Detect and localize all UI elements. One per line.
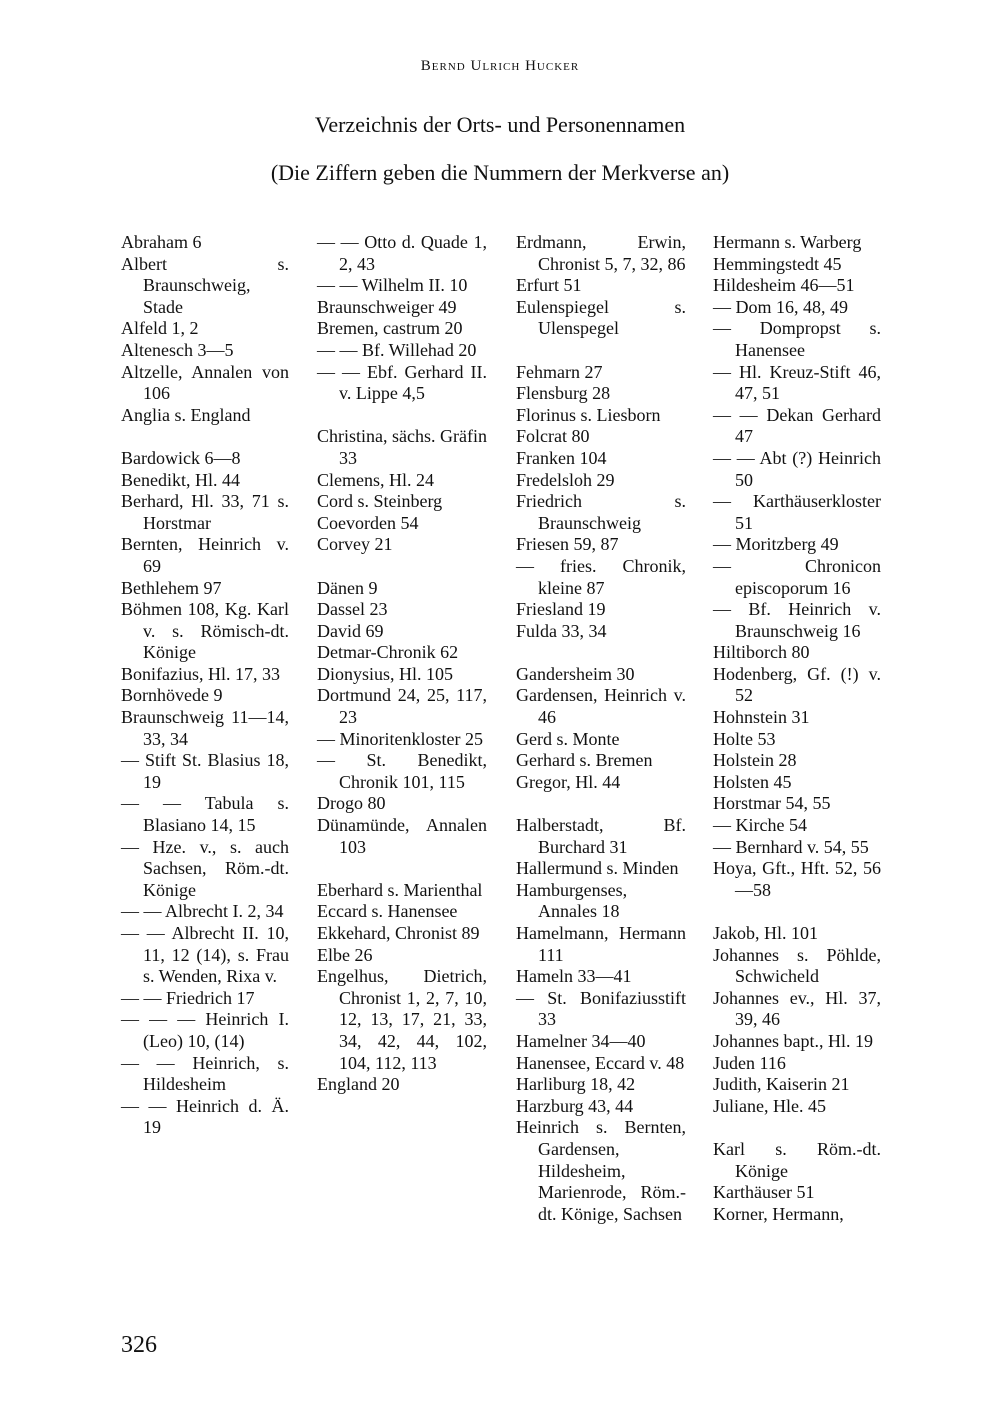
index-entry: — — Dekan Gerhard 47 <box>713 404 881 447</box>
index-entry: — fries. Chronik, kleine 87 <box>516 555 686 598</box>
index-entry: Friedrich s. Braunschweig <box>516 491 686 533</box>
letter-group-gap <box>317 556 487 578</box>
index-entry: Drogo 80 <box>317 793 386 814</box>
index-entry: Böhmen 108, Kg. Karl v. s. Römisch-dt. Könige <box>121 599 289 663</box>
index-entry: Ekkehard, Chronist 89 <box>317 923 480 943</box>
index-entry: Johannes bapt., Hl. 19 <box>713 1030 873 1051</box>
index-entry: Christina, sächs. Gräfin 33 <box>317 426 487 468</box>
index-entry: — Minoritenkloster 25 <box>317 728 483 749</box>
index-entry: Friesland 19 <box>516 599 606 620</box>
index-entry: Johannes ev., Hl. 37, 39, 46 <box>713 987 881 1030</box>
index-entry: — — Otto d. Quade 1, 2, 43 <box>317 232 487 274</box>
index-entry: — — Tabula s. Blasiano 14, 15 <box>121 793 289 836</box>
index-entry: Hohnstein 31 <box>713 707 810 728</box>
index-entry: Anglia s. England <box>121 404 251 425</box>
index-entry: — — Ebf. Gerhard II. v. Lippe 4,5 <box>317 361 487 404</box>
index-entry: Clemens, Hl. 24 <box>317 469 434 490</box>
index-entry: Abraham 6 <box>121 232 202 252</box>
index-entry: Berhard, Hl. 33, 71 s. Horstmar <box>121 491 289 533</box>
index-entry: Judith, Kaiserin 21 <box>713 1074 850 1095</box>
index-entry: — St. Bonifaziusstift 33 <box>516 987 686 1030</box>
index-entry: Gandersheim 30 <box>516 663 635 684</box>
index-entry: Harzburg 43, 44 <box>516 1095 634 1116</box>
index-entry: — Kirche 54 <box>713 815 807 836</box>
index-entry: Hanensee, Eccard v. 48 <box>516 1052 685 1073</box>
index-entry: Albert s. Braunschweig, Stade <box>121 253 289 317</box>
letter-group-gap <box>516 642 686 664</box>
index-entry: — Bf. Heinrich v. Braunschweig 16 <box>713 599 881 641</box>
index-entry: Fehmarn 27 <box>516 361 603 382</box>
index-entry: Altenesch 3—5 <box>121 339 234 360</box>
index-entry: Bethlehem 97 <box>121 577 222 598</box>
index-entry: Karthäuser 51 <box>713 1182 815 1203</box>
index-entry: Bonifazius, Hl. 17, 33 <box>121 663 280 684</box>
index-entry: Hallermund s. Minden <box>516 858 679 879</box>
index-entry: Cord s. Steinberg <box>317 491 443 512</box>
index-entry: — — Heinrich d. Ä. 19 <box>121 1095 289 1138</box>
letter-group-gap <box>713 901 881 923</box>
index-entry: Harliburg 18, 42 <box>516 1074 636 1095</box>
letter-group-gap <box>317 405 487 427</box>
index-column-2 <box>317 232 487 1096</box>
index-entry: Corvey 21 <box>317 534 393 555</box>
index-entry: Hameln 33—41 <box>516 966 632 987</box>
page-number: 326 <box>121 1332 157 1358</box>
index-entry: Folcrat 80 <box>516 426 590 447</box>
index-entry: Hoya, Gft., Hft. 52, 56—58 <box>713 858 881 900</box>
index-entry: Holsten 45 <box>713 771 792 792</box>
index-entry: Hemmingstedt 45 <box>713 253 842 274</box>
index-entry: Fredelsloh 29 <box>516 469 615 490</box>
index-entry: Erdmann, Erwin, Chronist 5, 7, 32, 86 <box>516 232 686 274</box>
index-entry: Gregor, Hl. 44 <box>516 771 621 792</box>
index-entry: Bardowick 6—8 <box>121 447 241 468</box>
index-entry: Gardensen, Heinrich v. 46 <box>516 685 686 728</box>
index-entry: Hildesheim 46—51 <box>713 275 855 296</box>
index-entry: Eccard s. Hanensee <box>317 901 458 922</box>
index-entry: — — Heinrich, s. Hildesheim <box>121 1052 289 1095</box>
index-entry: Bornhövede 9 <box>121 685 223 706</box>
index-entry: — Dompropst s. Hanensee <box>713 318 881 360</box>
index-entry: Holstein 28 <box>713 750 797 771</box>
index-entry: Johannes s. Pöhlde, Schwicheld <box>713 944 881 987</box>
index-entry: Holte 53 <box>713 728 776 749</box>
index-entry: — Hze. v., s. auch Sachsen, Röm.-dt. Könige <box>121 836 289 900</box>
index-entry: Bremen, castrum 20 <box>317 318 463 339</box>
index-entry: Hodenberg, Gf. (!) v. 52 <box>713 663 881 706</box>
index-entry: Braunschweiger 49 <box>317 296 457 317</box>
index-entry: Gerd s. Monte <box>516 728 620 749</box>
index-entry: Dionysius, Hl. 105 <box>317 663 454 684</box>
index-entry: David 69 <box>317 620 384 641</box>
index-entry: Halberstadt, Bf. Burchard 31 <box>516 815 686 857</box>
letter-group-gap <box>516 340 686 362</box>
index-subtitle: (Die Ziffern geben die Nummern der Merkverse an) <box>270 160 730 185</box>
letter-group-gap <box>713 1117 881 1139</box>
index-entry: Braunschweig 11—14, 33, 34 <box>121 707 289 749</box>
index-column-3 <box>516 232 686 1225</box>
index-entry: Hermann s. Warberg <box>713 232 862 252</box>
index-entry: Dortmund 24, 25, 117, 23 <box>317 685 487 728</box>
index-column-4 <box>713 232 881 1225</box>
index-entry: — — Wilhelm II. 10 <box>317 275 468 296</box>
index-entry: Korner, Hermann, <box>713 1203 844 1224</box>
index-entry: Karl s. Röm.-dt. Könige <box>713 1138 881 1181</box>
index-entry: Franken 104 <box>516 447 607 468</box>
index-column-1 <box>121 232 289 1139</box>
index-entry: Dassel 23 <box>317 599 388 620</box>
index-entry: Hiltiborch 80 <box>713 642 810 663</box>
index-entry: Erfurt 51 <box>516 275 582 296</box>
index-entry: Hamelner 34—40 <box>516 1030 646 1051</box>
index-entry: Heinrich s. Bernten, Gardensen, Hildesheim, Marienrode, Röm.-dt. Könige, Sachsen <box>516 1117 686 1224</box>
index-entry: — Stift St. Blasius 18, 19 <box>121 750 289 792</box>
index-entry: — Chronicon episcoporum 16 <box>713 555 881 598</box>
index-entry: Eulenspiegel s. Ulenspegel <box>516 296 686 339</box>
letter-group-gap <box>121 426 289 448</box>
index-entry: — Moritzberg 49 <box>713 534 839 555</box>
index-entry: Gerhard s. Bremen <box>516 750 653 771</box>
index-entry: — — Friedrich 17 <box>121 987 255 1008</box>
index-entry: Benedikt, Hl. 44 <box>121 469 240 490</box>
index-entry: Horstmar 54, 55 <box>713 793 831 814</box>
index-entry: Flensburg 28 <box>516 383 611 404</box>
index-entry: Juden 116 <box>713 1052 786 1073</box>
index-entry: Hamelmann, Hermann 111 <box>516 923 686 965</box>
index-entry: Altzelle, Annalen von 106 <box>121 361 289 404</box>
running-header: Bernd Ulrich Hucker <box>420 58 580 74</box>
index-entry: Hamburgenses, Annales 18 <box>516 879 628 922</box>
index-entry: — — — Heinrich I. (Leo) 10, (14) <box>121 1009 289 1051</box>
index-entry: Dänen 9 <box>317 577 378 598</box>
index-entry: — St. Benedikt, Chronik 101, 115 <box>317 750 487 792</box>
letter-group-gap <box>317 858 487 880</box>
index-entry: — Karthäuserkloster 51 <box>713 491 881 533</box>
index-entry: Detmar-Chronik 62 <box>317 642 459 663</box>
index-entry: Eberhard s. Marienthal <box>317 879 483 900</box>
index-entry: — Hl. Kreuz-Stift 46, 47, 51 <box>713 361 881 404</box>
index-entry: Engelhus, Dietrich, Chronist 1, 2, 7, 10, 12, 13, 17, 21, 33, 34, 42, 44, 102, 104, 112, 113 <box>317 966 487 1073</box>
index-entry: Coevorden 54 <box>317 512 419 533</box>
index-entry: Alfeld 1, 2 <box>121 318 199 339</box>
index-entry: Bernten, Heinrich v. 69 <box>121 534 289 576</box>
index-entry: Dünamünde, Annalen 103 <box>317 815 487 857</box>
index-entry: — — Abt (?) Heinrich 50 <box>713 447 881 490</box>
index-entry: Jakob, Hl. 101 <box>713 923 818 943</box>
index-entry: Fulda 33, 34 <box>516 620 607 641</box>
index-entry: — Bernhard v. 54, 55 <box>713 836 869 857</box>
index-entry: Juliane, Hle. 45 <box>713 1095 826 1116</box>
letter-group-gap <box>516 793 686 815</box>
index-entry: Florinus s. Liesborn <box>516 404 661 425</box>
index-title: Verzeichnis der Orts- und Personennamen <box>314 112 686 137</box>
index-entry: — — Bf. Willehad 20 <box>317 339 477 360</box>
index-entry: — — Albrecht I. 2, 34 <box>121 901 284 922</box>
index-entry: — — Albrecht II. 10, 11, 12 (14), s. Frau s. Wenden, Rixa v. <box>121 923 289 987</box>
index-entry: England 20 <box>317 1074 400 1095</box>
index-entry: Friesen 59, 87 <box>516 534 619 555</box>
index-entry: — Dom 16, 48, 49 <box>713 296 848 317</box>
index-entry: Elbe 26 <box>317 944 373 965</box>
